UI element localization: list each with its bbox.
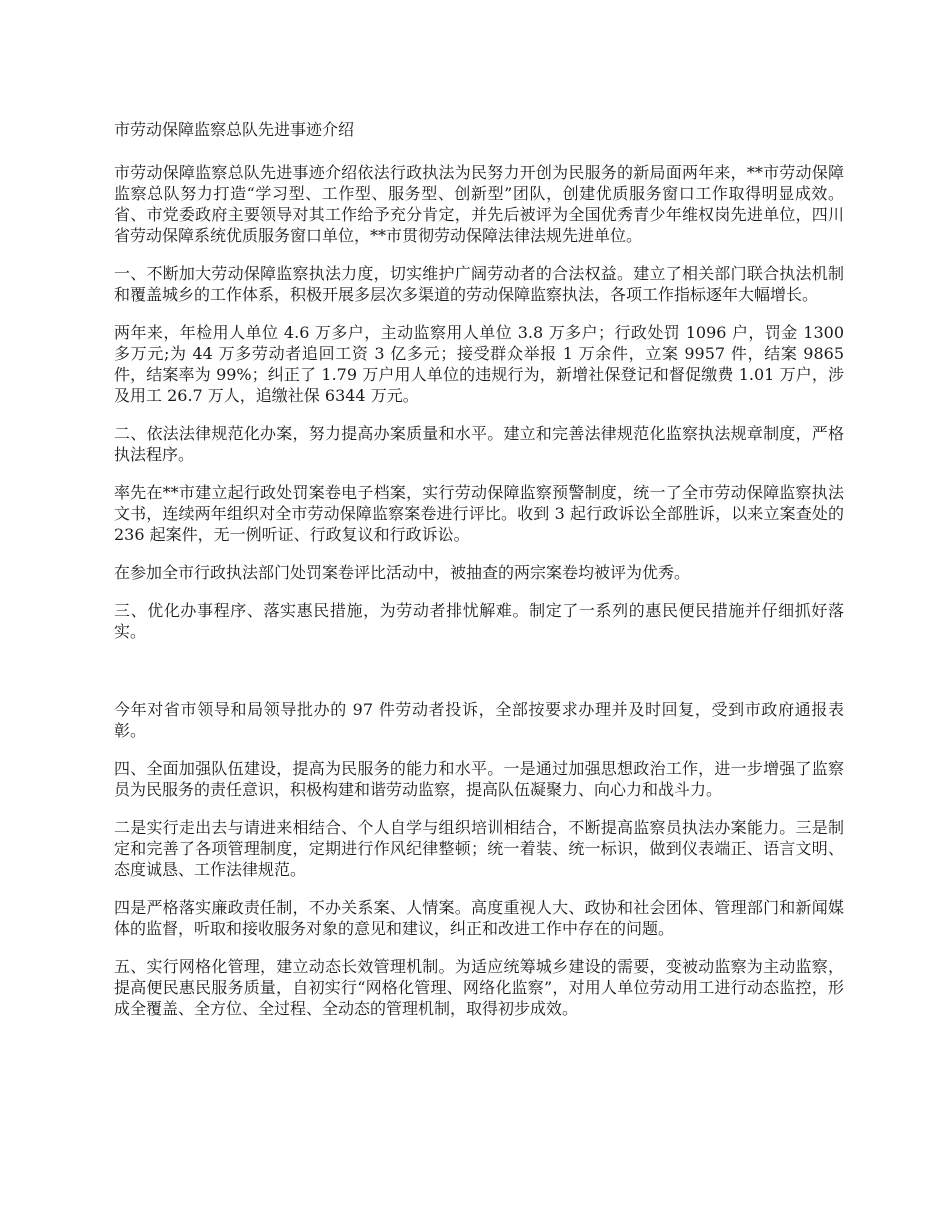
- section-three-heading-paragraph: 三、优化办事程序、落实惠民措施，为劳动者排忧解难。制定了一系列的惠民便民措施并仔细抓好落实。: [114, 601, 844, 641]
- section-one-heading-paragraph: 一、不断加大劳动保障监察执法力度，切实维护广阔劳动者的合法权益。建立了相关部门联合执法机制和覆盖城乡的工作体系，积极开展多层次多渠道的劳动保障监察执法，各项工作指标逐年大幅增长。: [114, 264, 844, 304]
- integrity-paragraph: 四是严格落实廉政责任制，不办关系案、人情案。高度重视人大、政协和社会团体、管理部门和新闻媒体的监督，听取和接收服务对象的意见和建议，纠正和改进工作中存在的问题。: [114, 898, 844, 938]
- section-four-heading-paragraph: 四、全面加强队伍建设，提高为民服务的能力和水平。一是通过加强思想政治工作，进一步增强了监察员为民服务的责任意识，积极构建和谐劳动监察，提高队伍凝聚力、向心力和战斗力。: [114, 759, 844, 799]
- document-page: [114, 118, 844, 1036]
- e-archive-paragraph: 率先在**市建立起行政处罚案卷电子档案，实行劳动保障监察预警制度，统一了全市劳动保障监察执法文书，连续两年组织对全市劳动保障监察案卷进行评比。收到 3 起行政诉讼全部胜诉，以来立案查处的 236 起案件，无一例听证、行政复议和行政诉讼。: [114, 483, 844, 544]
- training-paragraph: 二是实行走出去与请进来相结合、个人自学与组织培训相结合，不断提高监察员执法办案能力。三是制定和完善了各项管理制度，定期进行作风纪律整顿；统一着装、统一标识，做到仪表端正、语言文明、态度诚恳、工作法律规范。: [114, 818, 844, 879]
- section-five-paragraph: 五、实行网格化管理，建立动态长效管理机制。为适应统筹城乡建设的需要，变被动监察为主动监察，提高便民惠民服务质量，自初实行“网格化管理、网络化监察”，对用人单位劳动用工进行动态监控，形成全覆盖、全方位、全过程、全动态的管理机制，取得初步成效。: [114, 957, 844, 1018]
- statistics-paragraph: 两年来，年检用人单位 4.6 万多户，主动监察用人单位 3.8 万多户；行政处罚 1096 户，罚金 1300 多万元;为 44 万多劳动者追回工资 3 亿多元；接受群众举报 1 万余件，立案 9957 件，结案 9865 件，结案率为 99%；纠正了 1.79 万户用人单位的违规行为，新增社保登记和督促缴费 1.01 万户，涉及用工 26.7 万人，追缴社保 6344 万元。: [114, 323, 844, 405]
- case-review-paragraph: 在参加全市行政执法部门处罚案卷评比活动中，被抽查的两宗案卷均被评为优秀。: [114, 563, 691, 582]
- document-title: 市劳动保障监察总队先进事迹介绍: [114, 120, 355, 139]
- blank-gap: [114, 659, 844, 699]
- complaints-paragraph: 今年对省市领导和局领导批办的 97 件劳动者投诉，全部按要求办理并及时回复，受到市政府通报表彰。: [114, 700, 844, 740]
- intro-paragraph: 市劳动保障监察总队先进事迹介绍依法行政执法为民努力开创为民服务的新局面两年来，**市劳动保障监察总队努力打造“学习型、工作型、服务型、创新型”团队，创建优质服务窗口工作取得明显成效。省、市党委政府主要领导对其工作给予充分肯定，并先后被评为全国优秀青少年维权岗先进单位，四川省劳动保障系统优质服务窗口单位，**市贯彻劳动保障法律法规先进单位。: [114, 163, 844, 245]
- section-two-heading-paragraph: 二、依法法律规范化办案，努力提高办案质量和水平。建立和完善法律规范化监察执法规章制度，严格执法程序。: [114, 424, 844, 464]
